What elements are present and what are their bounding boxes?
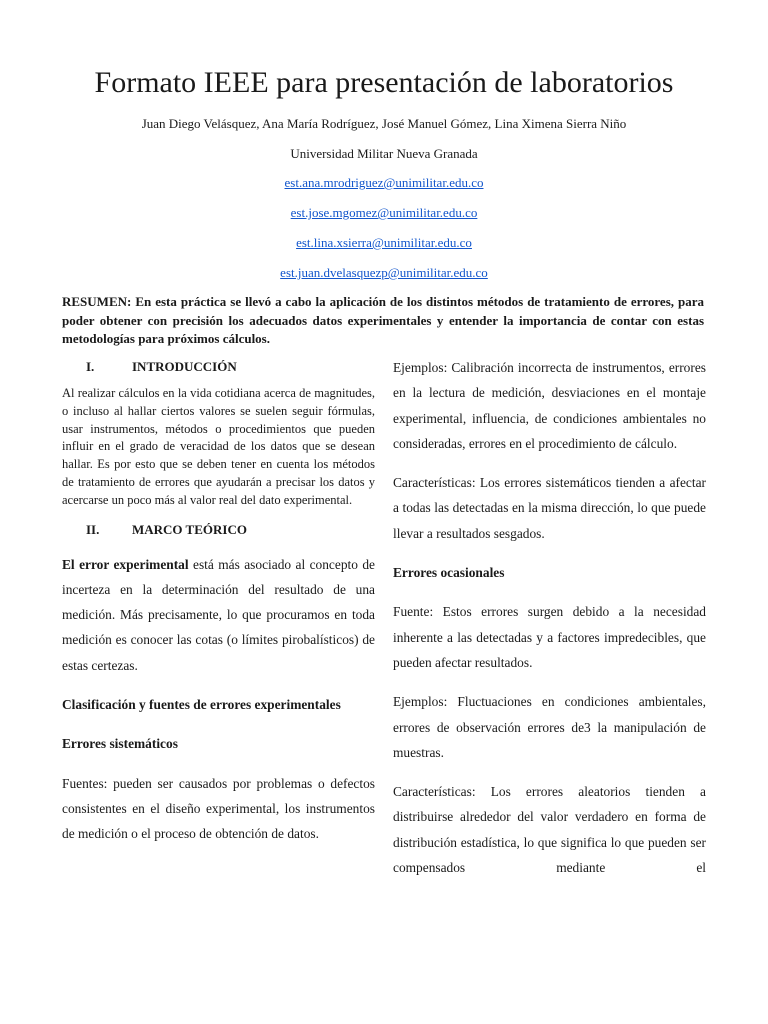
error-term: El error experimental xyxy=(62,556,189,572)
section-number: I. xyxy=(86,359,95,374)
systematic-sources-paragraph: Fuentes: pueden ser causados por problemas o defectos consistentes en el diseño experimental, los instrumentos de medición o el proceso de obtención de datos. xyxy=(62,775,375,842)
error-definition-paragraph xyxy=(62,552,375,678)
email-link[interactable]: est.jose.mgomez@unimilitar.edu.co xyxy=(290,205,478,220)
email-link[interactable]: est.ana.mrodriguez@unimilitar.edu.co xyxy=(284,175,484,190)
systematic-examples-paragraph: Ejemplos: Calibración incorrecta de instrumentos, errores en la lectura de medición, desviaciones en el montaje experimental, influencia, de condiciones ambientales no consideradas, errores en el procedimiento de cálculo. xyxy=(393,360,706,451)
section-title: MARCO TEÓRICO xyxy=(132,521,247,537)
right-column xyxy=(393,355,706,894)
email-list xyxy=(0,174,768,294)
abstract: RESUMEN: En esta práctica se llevó a cabo la aplicación de los distintos métodos de tratamiento de errores, para poder obtener con precisión los adecuados datos experimentales y entender la importancia de contar con estas metodologías para próximos cálculos. xyxy=(62,294,704,346)
left-column xyxy=(62,355,375,861)
systematic-characteristics-paragraph: Características: Los errores sistemáticos tienden a afectar a todas las detectadas en la misma dirección, lo que puede llevar a resultados sesgados. xyxy=(393,475,706,541)
occasional-characteristics-paragraph: Características: Los errores aleatorios tienden a distribuirse alrededor del valor verdadero en forma de distribución estadística, lo que significa lo que pueden ser compensados mediante el xyxy=(393,784,706,876)
section-number: II. xyxy=(86,521,100,537)
occasional-examples-paragraph: Ejemplos: Fluctuaciones en condiciones ambientales, errores de observación errores de3 la manipulación de muestras. xyxy=(393,694,706,760)
email-link[interactable]: est.lina.xsierra@unimilitar.edu.co xyxy=(296,235,472,250)
classification-heading: Clasificación y fuentes de errores experimentales xyxy=(62,697,341,713)
email-link[interactable]: est.juan.dvelasquezp@unimilitar.edu.co xyxy=(280,265,488,280)
section-title: INTRODUCCIÓN xyxy=(132,359,237,374)
occasional-source-paragraph: Fuente: Estos errores surgen debido a la necesidad inherente a las detectadas y a factores impredecibles, que pueden afectar resultados. xyxy=(393,604,706,670)
paper-title: Formato IEEE para presentación de laboratorios xyxy=(94,66,674,99)
systematic-errors-heading: Errores sistemáticos xyxy=(62,736,178,752)
author-list: Juan Diego Velásquez, Ana María Rodríguez, José Manuel Gómez, Lina Ximena Sierra Niño xyxy=(141,116,627,131)
error-definition: está más asociado al concepto de incerteza en la determinación del resultado de una medición. Más precisamente, lo que procuramos en toda medición es conocer las cotas (o límites pirobalísticos) de estas certezas. xyxy=(62,556,375,673)
occasional-errors-heading: Errores ocasionales xyxy=(393,565,505,581)
introduction-text: Al realizar cálculos en la vida cotidiana acerca de magnitudes, o incluso al hallar ciertos valores se suelen seguir fórmulas, usar instrumentos, métodos o procedimientos que pueden influir en el grado de veracidad de los datos que se desean hallar. Es por esto que se deben tener en cuenta los métodos de tratamiento de errores que ayudarán a precisar los datos y acercarse un poco más al valor real del dato experimental. xyxy=(62,386,375,507)
section-heading-marco-teorico xyxy=(62,518,375,542)
affiliation: Universidad Militar Nueva Granada xyxy=(290,146,478,161)
section-heading-introduction xyxy=(62,355,375,379)
